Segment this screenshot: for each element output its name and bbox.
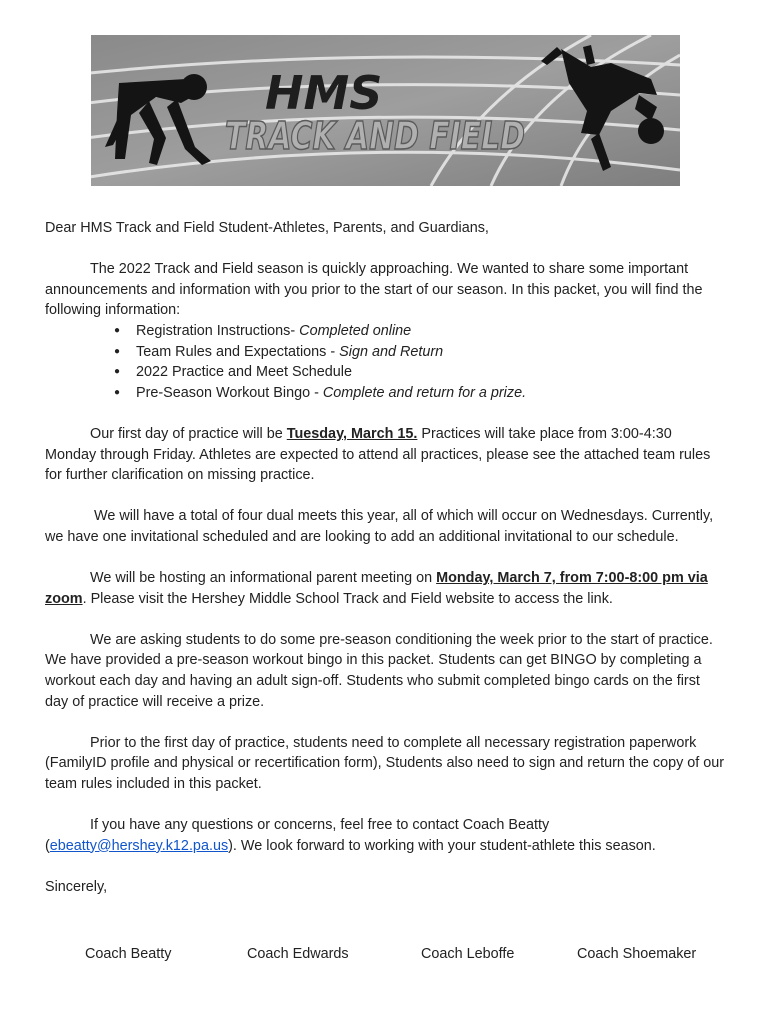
paperwork-paragraph: Prior to the first day of practice, students need to complete all necessary registration paperwork (FamilyID profile and physical or recertification form), Students also need to sign and return the copy of our team rules included in this packet. [45, 734, 725, 793]
banner-title-track-and-field: TRACK AND FIELD [225, 114, 525, 158]
banner-title-hms: HMS [265, 66, 383, 120]
conditioning-paragraph: We are asking students to do some pre-season conditioning the week prior to the start of practice. We have provided a pre-season workout bingo in this packet. Students can get BINGO by completing a workout each day and having an adult sign-off. Students who submit completed bingo cards on the first day of practice will receive a prize. [45, 631, 713, 710]
practice-details: Practices will take place from 3:00-4:30 Monday through Friday. Athletes are expected to attend all practices, please see the attached team rules for further clarification on missing practice. [45, 425, 711, 484]
list-item [136, 321, 725, 342]
list-item-note: Completed online [299, 322, 412, 339]
meets-paragraph: We will have a total of four dual meets this year, all of which will occur on Wednesdays. Currently, we have one invitational scheduled and are looking to add an additional invitational to our schedule. [45, 508, 714, 545]
coach-name: Coach Leboffe [421, 946, 515, 962]
meeting-date: Monday, March 7, from 7:00-8:00 pm via zoom [45, 570, 708, 607]
email-link[interactable]: ebeatty@hershey.k12.pa.us [49, 837, 229, 854]
header-banner [91, 35, 680, 186]
intro-paragraph: The 2022 Track and Field season is quickly approaching. We wanted to share some important announcements and information with you prior to the start of our season. In this packet, you will find the following information: [45, 261, 703, 319]
meeting-text: We will be hosting an informational parent meeting on [90, 570, 437, 587]
info-list [45, 321, 725, 403]
contact-details: ). We look forward to working with your student-athlete this season. [228, 837, 656, 854]
greeting: Dear HMS Track and Field Student-Athletes, Parents, and Guardians, [45, 220, 489, 236]
contact-text: If you have any questions or concerns, feel free to contact Coach Beatty ( [45, 817, 550, 854]
list-item-note: Sign and Return [339, 343, 444, 360]
list-item-text: Team Rules and Expectations - [136, 343, 340, 360]
practice-paragraph [45, 424, 725, 486]
list-item [136, 342, 725, 363]
practice-text: Our first day of practice will be [90, 425, 287, 442]
list-item-text: 2022 Practice and Meet Schedule [136, 364, 353, 381]
list-item [136, 383, 725, 404]
list-item-text: Registration Instructions- [136, 322, 300, 339]
meeting-details: . Please visit the Hershey Middle School Track and Field website to access the link. [82, 590, 613, 607]
signoff: Sincerely, [45, 879, 108, 895]
coach-name: Coach Beatty [85, 946, 172, 962]
list-item [136, 362, 725, 383]
meeting-paragraph [45, 568, 725, 609]
coach-signatures [0, 946, 770, 968]
practice-date: Tuesday, March 15. [286, 425, 418, 442]
coach-name: Coach Edwards [247, 946, 349, 962]
coach-name: Coach Shoemaker [577, 946, 697, 962]
list-item-note: Complete and return for a prize. [322, 384, 527, 401]
list-item-text: Pre-Season Workout Bingo - [136, 384, 323, 401]
contact-paragraph [45, 815, 725, 856]
letter-body [45, 218, 725, 930]
